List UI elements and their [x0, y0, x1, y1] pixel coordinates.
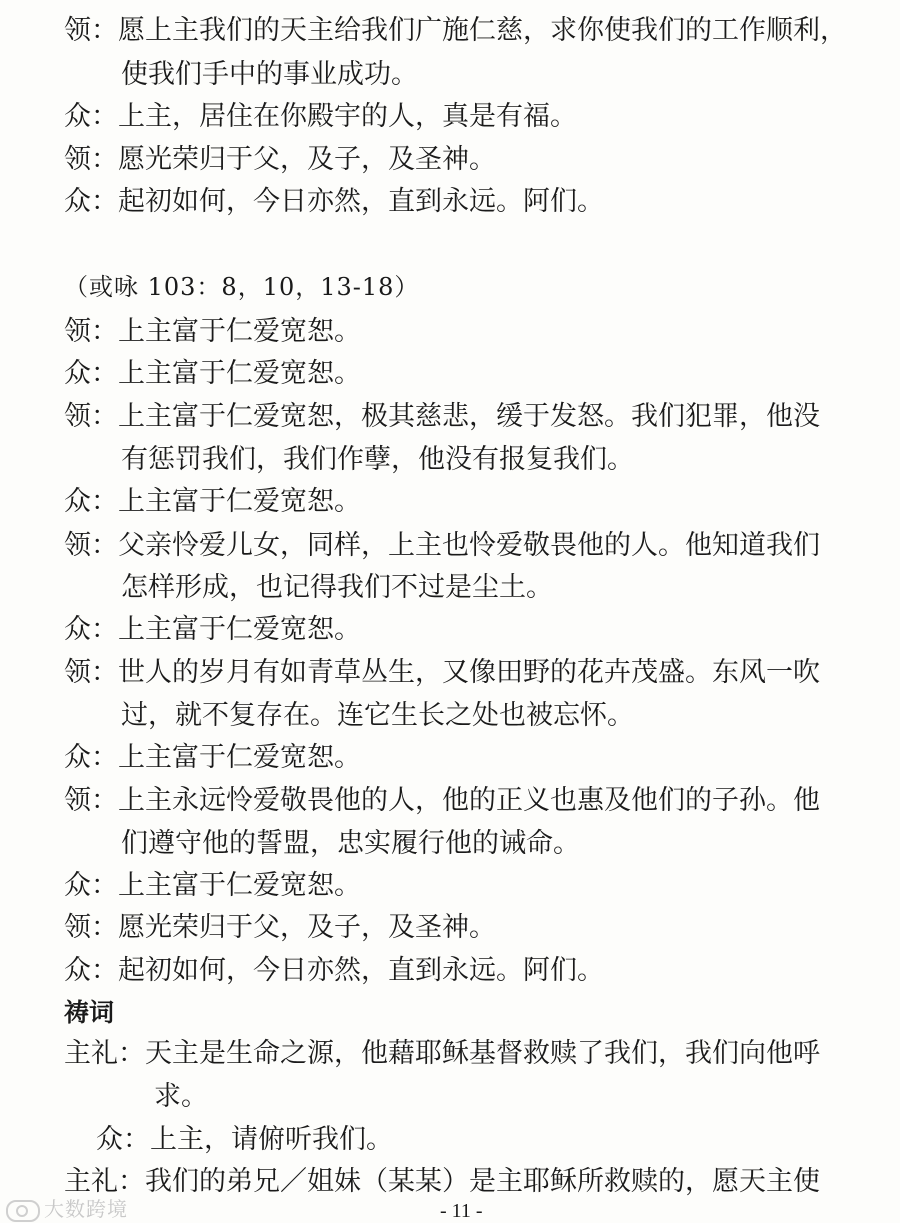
text-line: 领：父亲怜爱儿女，同样，上主也怜爱敬畏他的人。他知道我们: [64, 530, 820, 561]
text-line: 众：上主，居住在你殿宇的人，真是有福。: [64, 101, 577, 132]
text-line: 领：上主富于仁爱宽恕。: [64, 316, 361, 347]
text-line: 领：愿上主我们的天主给我们广施仁慈，求你使我们的工作顺利，: [64, 15, 847, 46]
text-line: 怎样形成，也记得我们不过是尘土。: [121, 572, 553, 603]
section-heading: 祷词: [64, 998, 115, 1027]
watermark-logo-icon: [6, 1200, 40, 1222]
text-line: 领：上主富于仁爱宽恕，极其慈悲，缓于发怒。我们犯罪，他没: [64, 401, 820, 432]
text-line: 使我们手中的事业成功。: [121, 59, 418, 90]
text-line: 主礼：天主是生命之源，他藉耶稣基督救赎了我们，我们向他呼: [64, 1038, 820, 1069]
text-line: 领：愿光荣归于父，及子，及圣神。: [64, 144, 496, 175]
text-line: 过，就不复存在。连它生长之处也被忘怀。: [121, 700, 634, 731]
text-line: 众：起初如何，今日亦然，直到永远。阿们。: [64, 186, 604, 217]
text-line: 众：上主富于仁爱宽恕。: [64, 486, 361, 517]
text-line: 众：上主富于仁爱宽恕。: [64, 614, 361, 645]
text-line: 领：世人的岁月有如青草丛生，又像田野的花卉茂盛。东风一吹: [64, 657, 820, 688]
scripture-reference: （或咏 103：8，10，13-18）: [64, 273, 420, 301]
text-line: 众：上主富于仁爱宽恕。: [64, 358, 361, 389]
text-line: 求。: [154, 1081, 208, 1112]
text-line: 众：上主，请俯听我们。: [96, 1124, 393, 1155]
text-line: 领：上主永远怜爱敬畏他的人，他的正义也惠及他们的子孙。他: [64, 785, 820, 816]
text-line: 众：上主富于仁爱宽恕。: [64, 742, 361, 773]
watermark: 大数跨境: [6, 1193, 128, 1222]
text-line: 众：起初如何，今日亦然，直到永远。阿们。: [64, 955, 604, 986]
page-number: - 11 -: [440, 1200, 483, 1222]
text-line: 众：上主富于仁爱宽恕。: [64, 870, 361, 901]
text-line: 主礼：我们的弟兄／姐妹（某某）是主耶稣所救赎的，愿天主使: [64, 1166, 820, 1197]
text-line: 有惩罚我们，我们作孽，他没有报复我们。: [121, 444, 634, 475]
text-line: 们遵守他的誓盟，忠实履行他的诫命。: [121, 828, 580, 859]
text-line: 领：愿光荣归于父，及子，及圣神。: [64, 912, 496, 943]
